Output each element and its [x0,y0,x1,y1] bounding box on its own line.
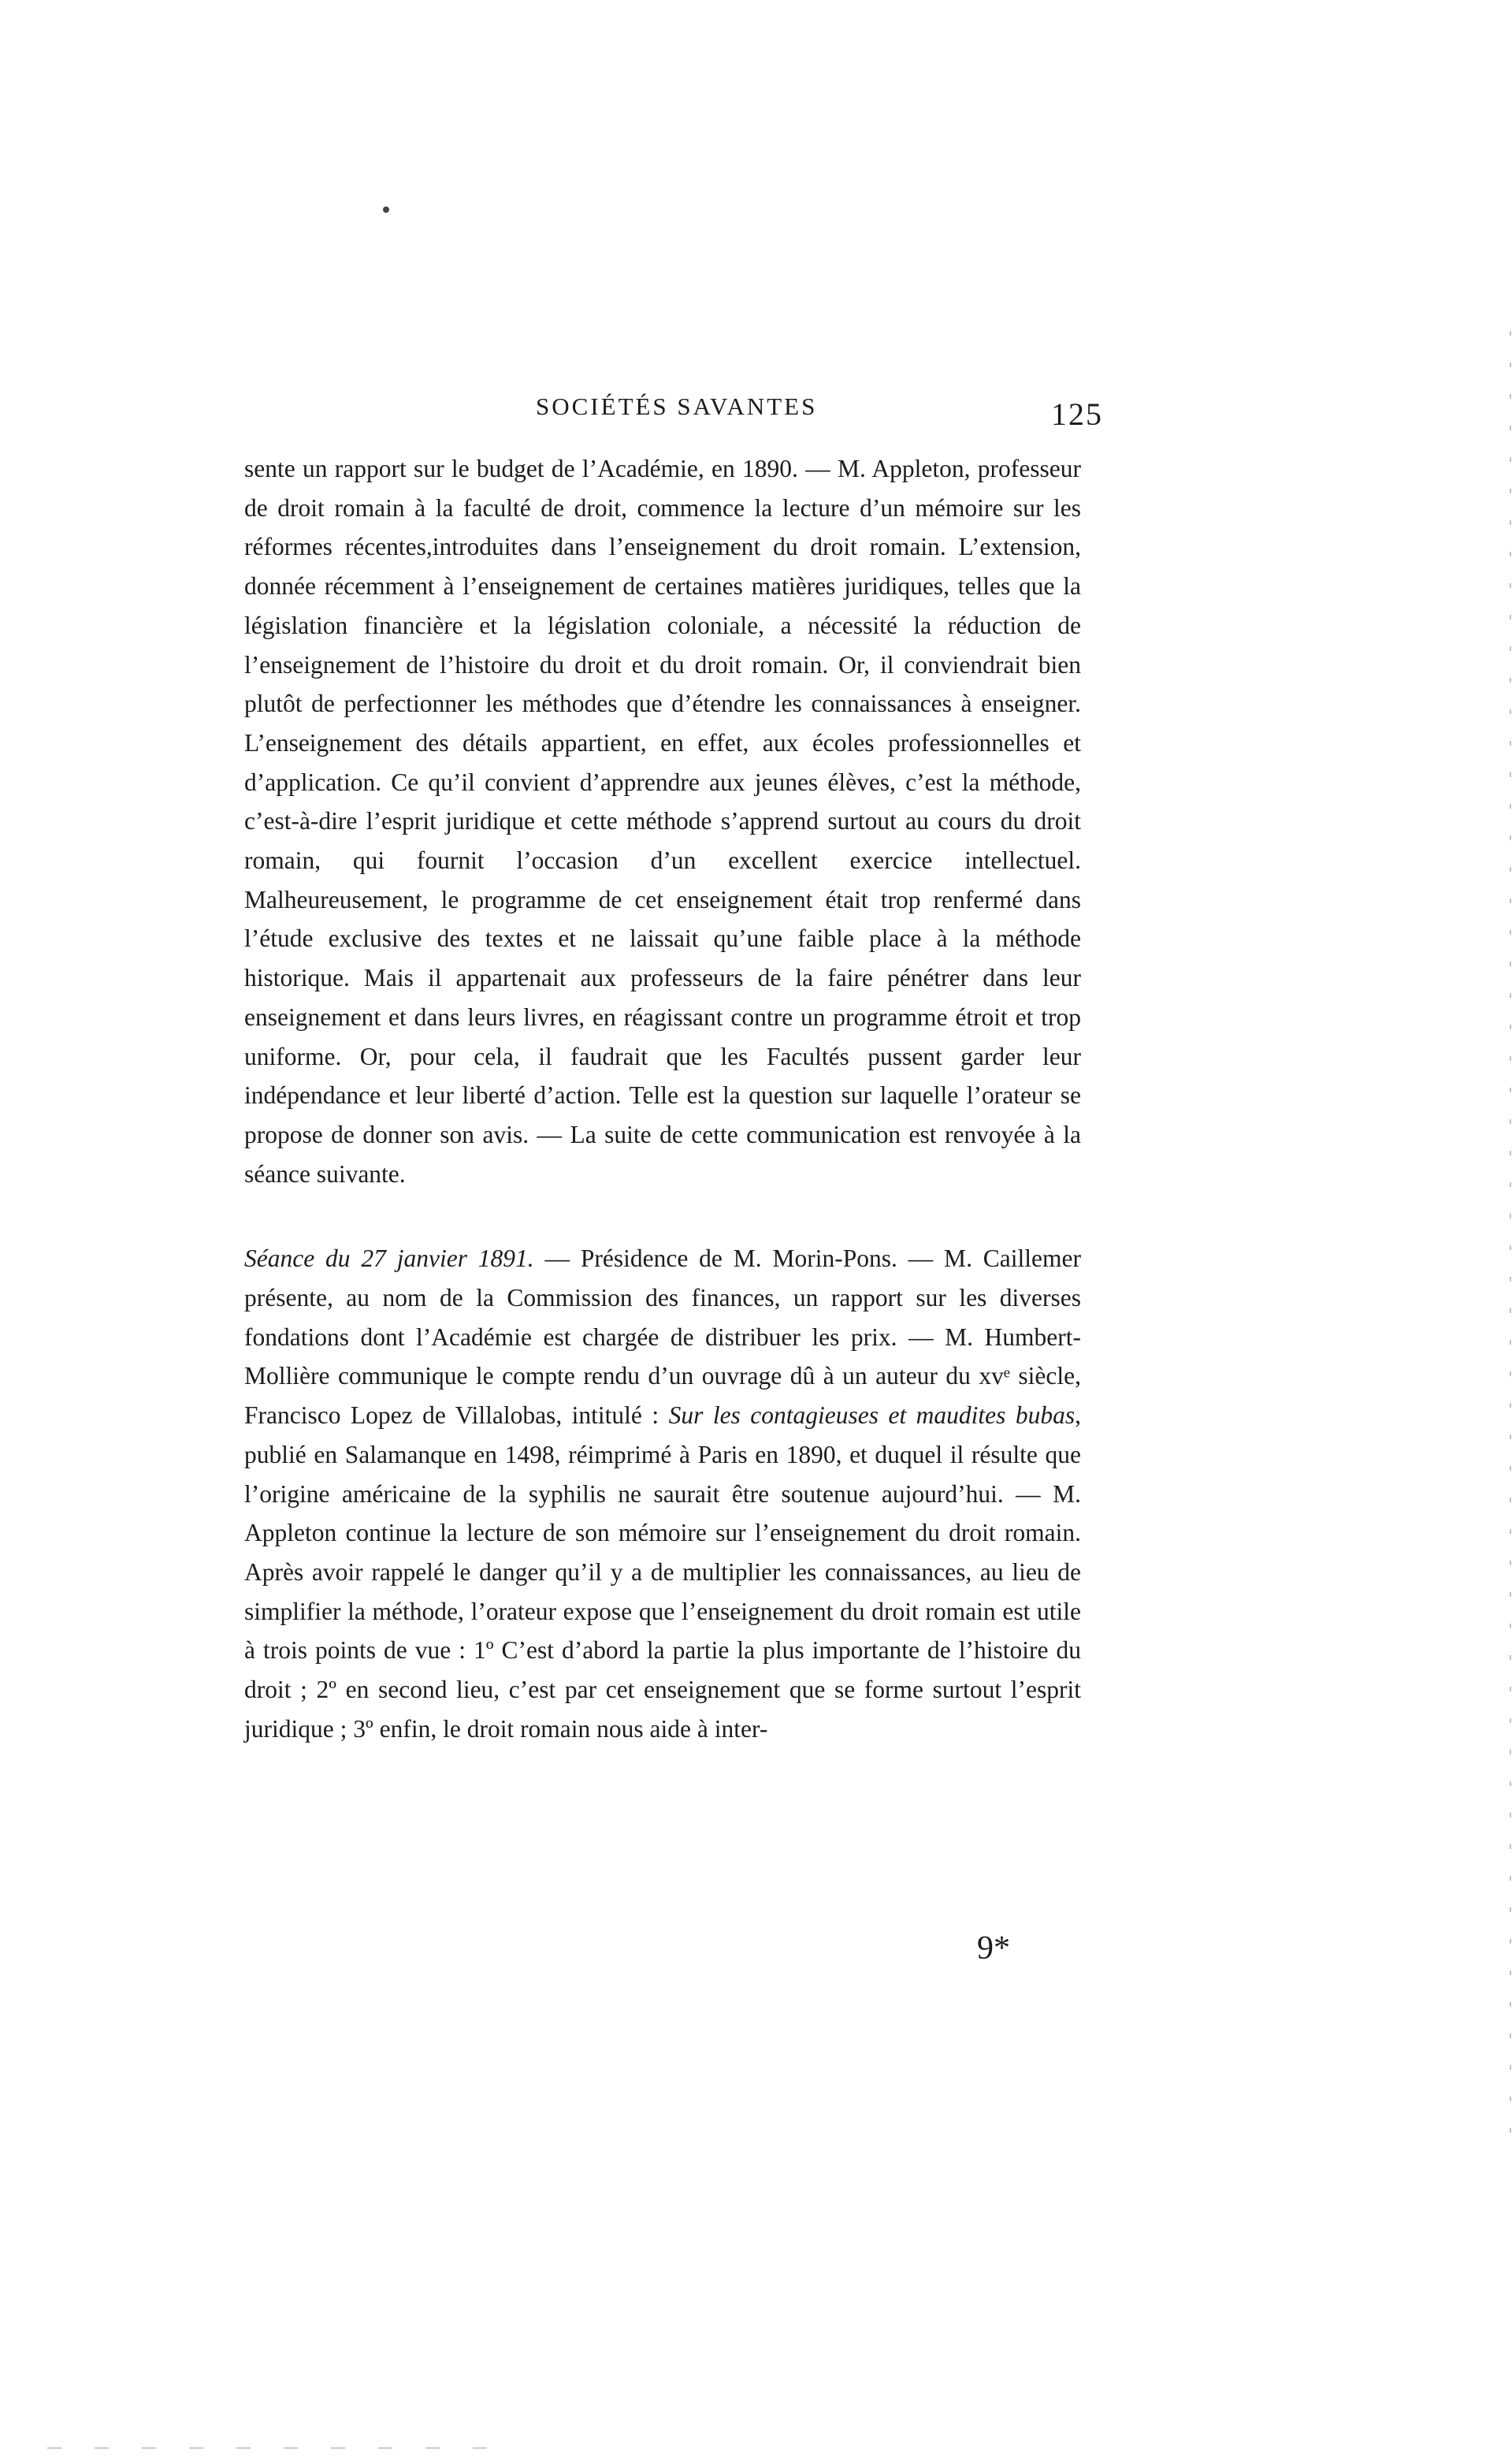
scan-edge-mark [1510,331,1511,2144]
paragraph-2-text: — Présidence de M. Morin-Pons. — M. Caillemer présente, au nom de la Commission des finances, un rapport sur les diverses fondations dont l’Académie est chargée de distribuer les prix. — M. Humbert-Mollière communique le compte rendu d’un ouvrage dû à un auteur du xvᵉ siècle, Francisco Lopez de Villalobas, intitulé : [244,1245,1081,1430]
paragraph-2 [244,1239,1081,1748]
running-head [244,393,1103,432]
body-text [244,449,1081,1749]
signature-mark: 9* [977,1930,1010,1966]
seance-date-label: Séance du 27 janvier 1891. [244,1245,534,1273]
running-title: SOCIÉTÉS SAVANTES [536,393,818,420]
scan-speck [383,206,389,213]
book-title: Sur les contagieuses et maudites bubas [668,1401,1075,1430]
scan-bottom-mark [47,2447,489,2449]
paragraph-spacer [244,1193,1081,1239]
page-number: 125 [1051,396,1103,432]
paragraph-1: sente un rapport sur le budget de l’Académie, en 1890. — M. Appleton, professeur de droit romain à la faculté de droit, commence la lecture d’un mémoire sur les réformes récentes,introduites dans l’enseignement du droit romain. L’extension, donnée récemment à l’enseignement de certaines matières juridiques, telles que la législation financière et la législation coloniale, a nécessité la réduction de l’enseignement de l’histoire du droit et du droit romain. Or, il conviendrait bien plutôt de perfectionner les méthodes que d’étendre les connaissances à enseigner. L’enseignement des détails appartient, en effet, aux écoles professionnelles et d’application. Ce qu’il convient d’apprendre aux jeunes élèves, c’est la méthode, c’est-à-dire l’esprit juridique et cette méthode s’apprend surtout au cours du droit romain, qui fournit l’occasion d’un excellent exercice intellectuel. Malheureusement, le programme de cet enseignement était trop renfermé dans l’étude exclusive des textes et ne laissait qu’une faible place à la méthode historique. Mais il appartenait aux professeurs de la faire pénétrer dans leur enseignement et dans leurs livres, en réagissant contre un programme étroit et trop uniforme. Or, pour cela, il faudrait que les Facultés pussent garder leur indépendance et leur liberté d’action. Telle est la question sur laquelle l’orateur se propose de donner son avis. — La suite de cette communication est renvoyée à la séance suivante. [244,455,1081,1188]
paragraph-2-text-continued: , publié en Salamanque en 1498, réimprimé à Paris en 1890, et duquel il résulte que l’origine américaine de la syphilis ne saurait être soutenue aujourd’hui. — M. Appleton continue la lecture de son mémoire sur l’enseignement du droit romain. Après avoir rappelé le danger qu’il y a de multiplier les connaissances, au lieu de simplifier la méthode, l’orateur expose que l’enseignement du droit romain est utile à trois points de vue : 1º C’est d’abord la partie la plus importante de l’histoire du droit ; 2º en second lieu, c’est par cet enseignement que se forme surtout l’esprit juridique ; 3º enfin, le droit romain nous aide à inter- [244,1401,1082,1743]
